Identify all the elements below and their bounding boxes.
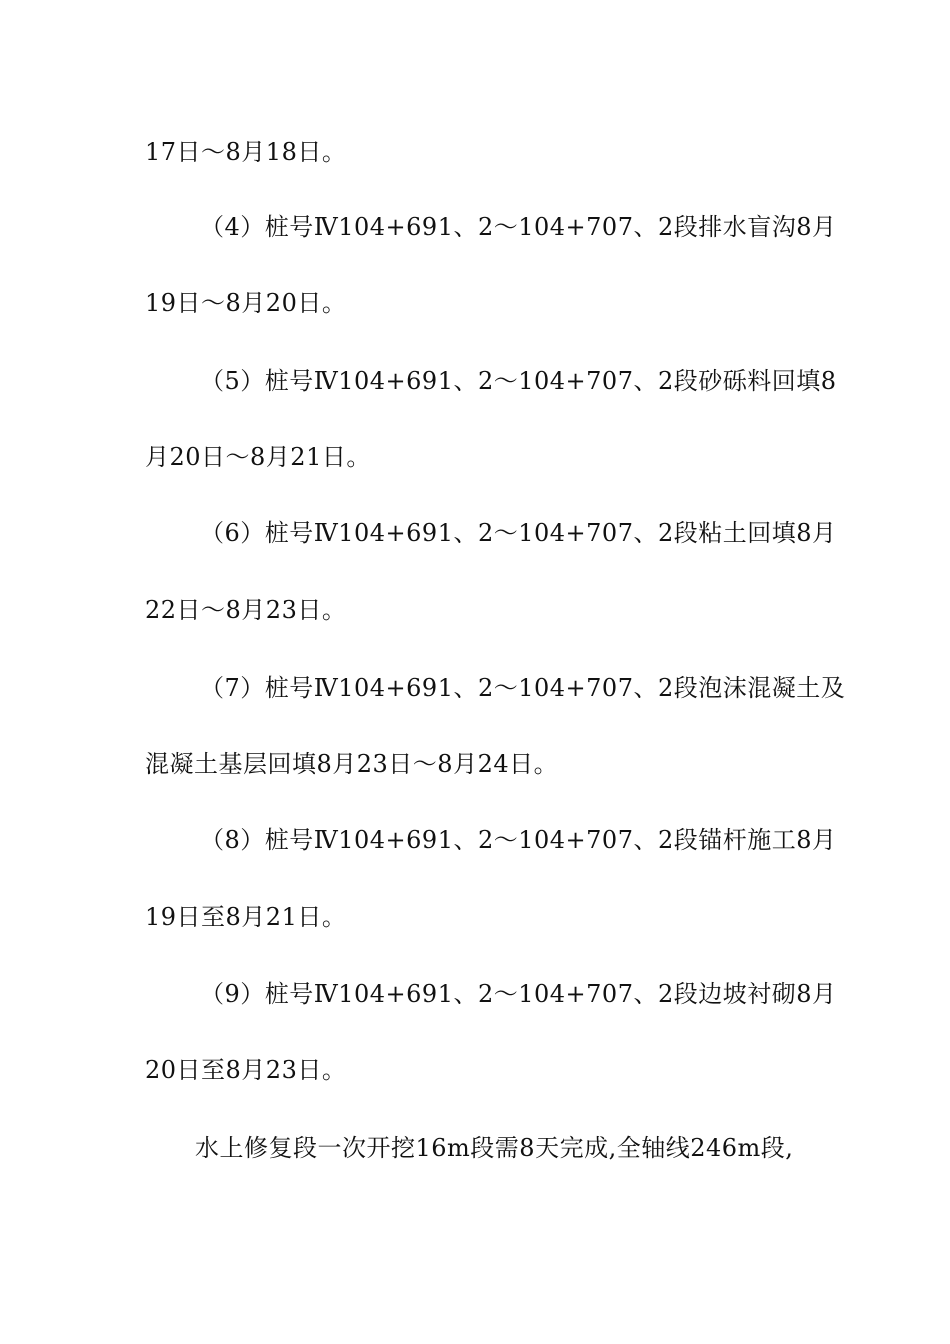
text-line-12: （9）桩号Ⅳ104+691、2～104+707、2段边坡衬砌8月	[200, 980, 837, 1008]
text-line-6: （6）桩号Ⅳ104+691、2～104+707、2段粘土回填8月	[200, 519, 837, 547]
text-line-3: 19日～8月20日。	[145, 289, 347, 317]
text-line-8: （7）桩号Ⅳ104+691、2～104+707、2段泡沫混凝土及	[200, 674, 846, 702]
text-line-2: （4）桩号Ⅳ104+691、2～104+707、2段排水盲沟8月	[200, 213, 837, 241]
text-line-1: 17日～8月18日。	[145, 138, 347, 166]
text-line-9: 混凝土基层回填8月23日～8月24日。	[145, 750, 559, 778]
text-line-10: （8）桩号Ⅳ104+691、2～104+707、2段锚杆施工8月	[200, 826, 837, 854]
text-line-5: 月20日～8月21日。	[145, 443, 371, 471]
text-line-14: 水上修复段一次开挖16m段需8天完成,全轴线246m段,	[195, 1134, 794, 1162]
text-line-13: 20日至8月23日。	[145, 1056, 347, 1084]
text-line-4: （5）桩号Ⅳ104+691、2～104+707、2段砂砾料回填8	[200, 367, 837, 395]
text-line-7: 22日～8月23日。	[145, 596, 347, 624]
text-line-11: 19日至8月21日。	[145, 903, 347, 931]
